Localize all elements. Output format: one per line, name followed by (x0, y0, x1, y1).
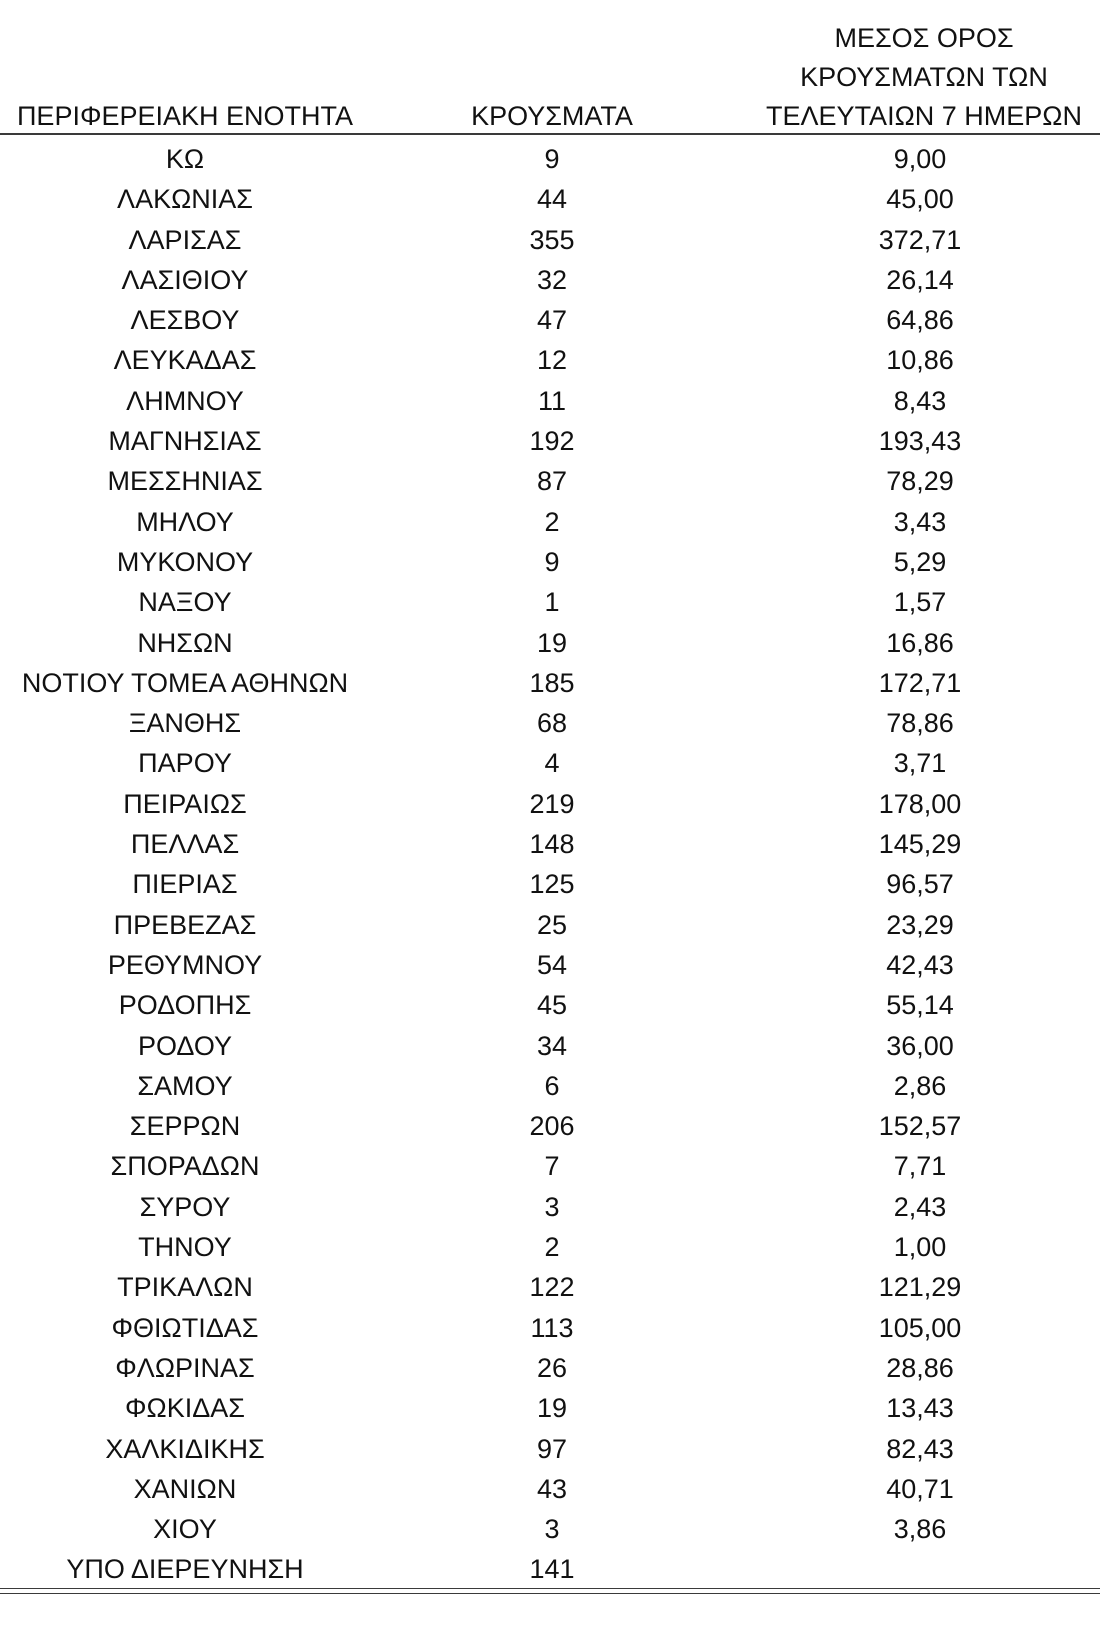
cell-seven-day-average: 42,43 (886, 949, 954, 980)
cell-cases: 32 (536, 264, 568, 295)
header-average-line-1: ΜΕΣΟΣ ΟΡΟΣ (834, 23, 1014, 53)
cell-seven-day-average: 9,00 (893, 144, 947, 174)
cell-cases: 19 (536, 1393, 568, 1424)
cell-region: ΠΕΛΛΑΣ (130, 829, 240, 860)
cell-seven-day-average: 28,86 (886, 1352, 954, 1383)
cell-cases: 4 (544, 748, 560, 779)
cell-region: ΡΕΘΥΜΝΟΥ (107, 949, 263, 980)
cell-cases: 43 (536, 1473, 568, 1504)
cell-cases: 12 (536, 345, 568, 376)
cell-cases: 3 (544, 1514, 560, 1545)
table-body (0, 139, 1100, 1590)
cell-region: ΠΡΕΒΕΖΑΣ (113, 909, 257, 940)
cell-region: ΣΠΟΡΑΔΩΝ (110, 1151, 260, 1182)
cell-cases: 3 (544, 1191, 560, 1222)
table-row (0, 703, 1100, 743)
cell-seven-day-average: 178,00 (878, 788, 962, 819)
cell-seven-day-average: 96,57 (886, 869, 954, 900)
cell-cases: 206 (529, 1111, 575, 1142)
cell-seven-day-average: 3,71 (893, 748, 947, 779)
table-row (0, 1509, 1100, 1549)
cell-cases: 25 (536, 909, 568, 940)
cell-cases: 44 (536, 184, 568, 215)
table-row (0, 743, 1100, 783)
header-region: ΠΕΡΙΦΕΡΕΙΑΚΗ ΕΝΟΤΗΤΑ (16, 101, 354, 131)
cell-cases: 97 (536, 1433, 568, 1464)
cell-seven-day-average: 152,57 (878, 1111, 962, 1142)
cell-seven-day-average: 78,86 (886, 708, 954, 739)
table-row (0, 1308, 1100, 1348)
table-row (0, 1348, 1100, 1388)
cell-region: ΜΑΓΝΗΣΙΑΣ (108, 426, 262, 457)
table-row (0, 1227, 1100, 1267)
cell-seven-day-average: 193,43 (878, 426, 962, 457)
header-average-line-3: ΤΕΛΕΥΤΑΙΩΝ 7 ΗΜΕΡΩΝ (766, 101, 1082, 131)
cell-seven-day-average: 1,00 (893, 1232, 947, 1263)
cell-seven-day-average: 64,86 (886, 305, 954, 336)
cell-cases: 9 (544, 546, 560, 577)
table-row (0, 220, 1100, 260)
table-row (0, 582, 1100, 622)
cell-seven-day-average: 13,43 (886, 1393, 954, 1424)
cell-seven-day-average: 55,14 (886, 990, 954, 1021)
table-row (0, 1429, 1100, 1469)
cell-seven-day-average: 121,29 (878, 1272, 962, 1303)
cell-region: ΝΗΣΩΝ (137, 627, 233, 658)
cell-seven-day-average: 36,00 (886, 1030, 954, 1061)
cell-region: ΤΗΝΟΥ (138, 1232, 232, 1263)
table-row (0, 1026, 1100, 1066)
cell-region: ΜΗΛΟΥ (136, 506, 234, 537)
cell-cases: 6 (544, 1070, 560, 1101)
table-row (0, 260, 1100, 300)
table-row (0, 1106, 1100, 1146)
cell-region: ΝΟΤΙΟΥ ΤΟΜΕΑ ΑΘΗΝΩΝ (21, 667, 349, 698)
cell-region: ΦΛΩΡΙΝΑΣ (115, 1352, 255, 1383)
cell-cases: 9 (544, 144, 560, 174)
table-row (0, 1146, 1100, 1186)
cell-cases: 45 (536, 990, 568, 1021)
cell-cases: 185 (529, 667, 575, 698)
cell-region: ΠΙΕΡΙΑΣ (132, 869, 238, 900)
cell-cases: 1 (544, 587, 560, 618)
cell-seven-day-average: 1,57 (893, 587, 947, 618)
cell-region: ΛΕΥΚΑΔΑΣ (113, 345, 257, 376)
cell-seven-day-average: 3,43 (893, 506, 947, 537)
cell-seven-day-average: 45,00 (886, 184, 954, 215)
cell-cases: 54 (536, 949, 568, 980)
cell-cases: 2 (544, 1232, 560, 1263)
cell-cases: 148 (529, 829, 575, 860)
cell-cases: 219 (529, 788, 575, 819)
cell-region: ΦΘΙΩΤΙΔΑΣ (111, 1312, 259, 1343)
cell-region: ΧΑΝΙΩΝ (133, 1473, 237, 1504)
cell-seven-day-average: 7,71 (893, 1151, 947, 1182)
cell-region: ΛΑΚΩΝΙΑΣ (117, 184, 253, 215)
table-row (0, 985, 1100, 1025)
cell-seven-day-average: 8,43 (893, 385, 947, 416)
cell-region: ΛΗΜΝΟΥ (126, 385, 244, 416)
table-row (0, 381, 1100, 421)
cell-region: ΡΟΔΟΥ (137, 1030, 233, 1061)
cell-region: ΥΠΟ ΔΙΕΡΕΥΝΗΣΗ (66, 1554, 304, 1585)
table-row (0, 864, 1100, 904)
cell-region: ΜΕΣΣΗΝΙΑΣ (107, 466, 263, 497)
cell-region: ΜΥΚΟΝΟΥ (116, 546, 254, 577)
cell-seven-day-average: 145,29 (878, 829, 962, 860)
cell-region: ΦΩΚΙΔΑΣ (125, 1393, 245, 1424)
cell-seven-day-average: 372,71 (878, 224, 962, 255)
table-row (0, 421, 1100, 461)
table-row (0, 784, 1100, 824)
table-row (0, 1549, 1100, 1589)
table-row (0, 945, 1100, 985)
table-bottom-rule (0, 1588, 1100, 1594)
table-row (0, 824, 1100, 864)
cell-seven-day-average: 3,86 (893, 1514, 947, 1545)
cell-seven-day-average: 105,00 (878, 1312, 962, 1343)
cell-cases: 122 (529, 1272, 575, 1303)
table-row (0, 179, 1100, 219)
table-row (0, 340, 1100, 380)
table-row (0, 300, 1100, 340)
table-row (0, 1388, 1100, 1428)
cell-region: ΠΑΡΟΥ (138, 748, 232, 779)
cell-seven-day-average: 10,86 (886, 345, 954, 376)
cell-seven-day-average: 16,86 (886, 627, 954, 658)
table-row (0, 1469, 1100, 1509)
cell-seven-day-average: 23,29 (886, 909, 954, 940)
table-row (0, 139, 1100, 179)
cell-region: ΣΑΜΟΥ (137, 1070, 233, 1101)
cell-cases: 19 (536, 627, 568, 658)
cell-region: ΣΕΡΡΩΝ (129, 1111, 241, 1142)
cell-region: ΛΕΣΒΟΥ (130, 305, 240, 336)
table-row (0, 905, 1100, 945)
cell-seven-day-average: 26,14 (886, 264, 954, 295)
header-divider (0, 133, 1100, 135)
cell-cases: 87 (536, 466, 568, 497)
cell-region: ΠΕΙΡΑΙΩΣ (123, 788, 247, 819)
header-cases: ΚΡΟΥΣΜΑΤΑ (471, 101, 633, 131)
cell-cases: 192 (529, 426, 575, 457)
cell-cases: 113 (530, 1312, 574, 1343)
cell-region: ΛΑΣΙΘΙΟΥ (121, 264, 249, 295)
cell-seven-day-average: 5,29 (893, 546, 947, 577)
cell-region: ΧΙΟΥ (153, 1514, 217, 1545)
cell-seven-day-average: 2,86 (893, 1070, 947, 1101)
cell-seven-day-average: 2,43 (893, 1191, 947, 1222)
cell-cases: 7 (544, 1151, 560, 1182)
cell-region: ΣΥΡΟΥ (139, 1191, 231, 1222)
cell-cases: 141 (529, 1554, 575, 1585)
cell-seven-day-average: 172,71 (878, 667, 962, 698)
header-seven-day-average (752, 19, 1096, 136)
cell-cases: 26 (536, 1352, 568, 1383)
table-row (0, 461, 1100, 501)
cell-region: ΤΡΙΚΑΛΩΝ (117, 1272, 253, 1303)
cell-cases: 34 (536, 1030, 568, 1061)
table-row (0, 623, 1100, 663)
cell-region: ΡΟΔΟΠΗΣ (118, 990, 252, 1021)
cell-seven-day-average: 40,71 (886, 1473, 954, 1504)
cell-cases: 47 (536, 305, 568, 336)
table-row (0, 1066, 1100, 1106)
table-header (0, 0, 1100, 133)
cell-cases: 2 (544, 506, 560, 537)
table-row (0, 663, 1100, 703)
cell-region: ΝΑΞΟΥ (138, 587, 232, 618)
cell-cases: 11 (537, 385, 567, 416)
table-row (0, 1267, 1100, 1307)
cell-seven-day-average: 78,29 (886, 466, 954, 497)
table-row (0, 542, 1100, 582)
cell-seven-day-average: 82,43 (886, 1433, 954, 1464)
cell-cases: 68 (536, 708, 568, 739)
cell-region: ΚΩ (165, 144, 205, 174)
header-average-line-2: ΚΡΟΥΣΜΑΤΩΝ ΤΩΝ (800, 62, 1048, 92)
cell-cases: 355 (529, 224, 575, 255)
cell-region: ΧΑΛΚΙΔΙΚΗΣ (105, 1433, 265, 1464)
table-row (0, 1187, 1100, 1227)
table-row (0, 502, 1100, 542)
cell-region: ΞΑΝΘΗΣ (128, 708, 242, 739)
cell-cases: 125 (529, 869, 575, 900)
cell-region: ΛΑΡΙΣΑΣ (128, 224, 242, 255)
